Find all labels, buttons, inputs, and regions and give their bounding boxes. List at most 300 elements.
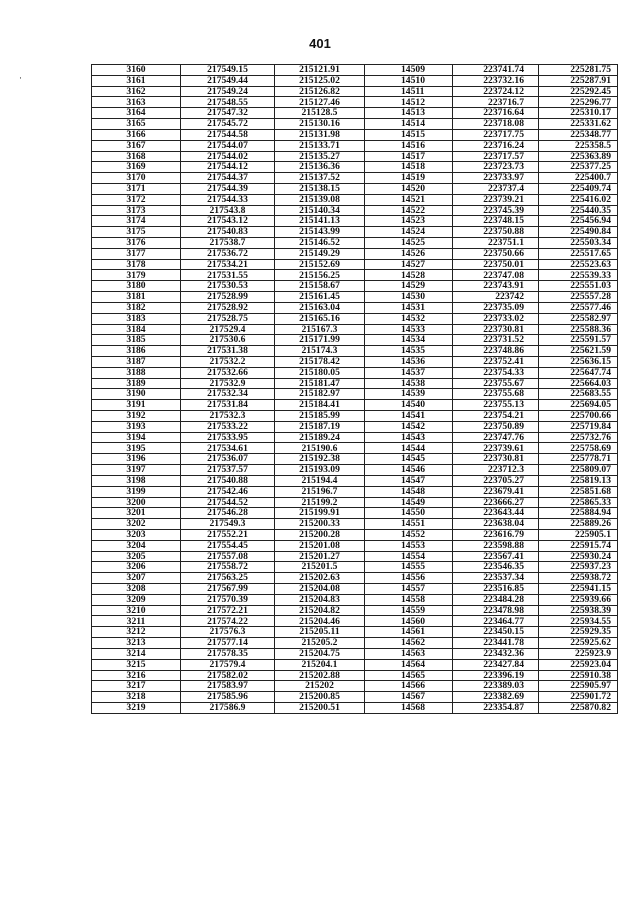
table-row: [92, 584, 618, 595]
point-number-cell: 3187: [92, 356, 181, 367]
x-coordinate-2-cell: 223741.74: [453, 65, 539, 76]
y-coordinate-2-cell: 225557.28: [539, 292, 618, 303]
y-coordinate-2-cell: 225582.97: [539, 313, 618, 324]
point-number-cell: 3192: [92, 411, 181, 422]
table-row: [92, 497, 618, 508]
y-coordinate-2-cell: 225664.03: [539, 378, 618, 389]
y-coordinate-cell: 215165.16: [275, 313, 365, 324]
y-coordinate-cell: 215204.82: [275, 605, 365, 616]
x-coordinate-2-cell: 223441.78: [453, 638, 539, 649]
y-coordinate-2-cell: 225363.89: [539, 151, 618, 162]
y-coordinate-cell: 215201.08: [275, 540, 365, 551]
y-coordinate-2-cell: 225292.45: [539, 86, 618, 97]
table-row: [92, 638, 618, 649]
table-row: [92, 659, 618, 670]
point-number-cell: 3200: [92, 497, 181, 508]
table-row: [92, 594, 618, 605]
point-number-cell: 3174: [92, 216, 181, 227]
table-row: [92, 627, 618, 638]
y-coordinate-cell: 215199.91: [275, 508, 365, 519]
x-coordinate-2-cell: 223546.35: [453, 562, 539, 573]
y-coordinate-2-cell: 225884.94: [539, 508, 618, 519]
point-number-2-cell: 14568: [365, 702, 453, 713]
x-coordinate-2-cell: 223616.79: [453, 529, 539, 540]
table-row: [92, 378, 618, 389]
table-row: [92, 346, 618, 357]
point-number-2-cell: 14532: [365, 313, 453, 324]
x-coordinate-2-cell: 223755.13: [453, 400, 539, 411]
x-coordinate-cell: 217545.72: [181, 119, 275, 130]
y-coordinate-2-cell: 225503.34: [539, 238, 618, 249]
table-row: [92, 519, 618, 530]
point-number-2-cell: 14564: [365, 659, 453, 670]
x-coordinate-2-cell: 223755.68: [453, 389, 539, 400]
point-number-cell: 3209: [92, 594, 181, 605]
table-row: [92, 313, 618, 324]
x-coordinate-cell: 217532.66: [181, 367, 275, 378]
point-number-cell: 3201: [92, 508, 181, 519]
x-coordinate-2-cell: 223716.64: [453, 108, 539, 119]
x-coordinate-cell: 217538.7: [181, 238, 275, 249]
x-coordinate-cell: 217544.07: [181, 140, 275, 151]
point-number-2-cell: 14550: [365, 508, 453, 519]
x-coordinate-2-cell: 223484.28: [453, 594, 539, 605]
point-number-cell: 3208: [92, 584, 181, 595]
y-coordinate-cell: 215204.08: [275, 584, 365, 595]
y-coordinate-cell: 215127.46: [275, 97, 365, 108]
x-coordinate-2-cell: 223464.77: [453, 616, 539, 627]
x-coordinate-2-cell: 223666.27: [453, 497, 539, 508]
y-coordinate-2-cell: 225377.25: [539, 162, 618, 173]
point-number-cell: 3179: [92, 270, 181, 281]
y-coordinate-cell: 215202: [275, 681, 365, 692]
x-coordinate-cell: 217557.08: [181, 551, 275, 562]
y-coordinate-cell: 215139.08: [275, 194, 365, 205]
point-number-2-cell: 14539: [365, 389, 453, 400]
y-coordinate-cell: 215131.98: [275, 129, 365, 140]
coordinate-table: [91, 64, 618, 714]
y-coordinate-cell: 215184.41: [275, 400, 365, 411]
y-coordinate-2-cell: 225523.63: [539, 259, 618, 270]
x-coordinate-cell: 217542.46: [181, 486, 275, 497]
point-number-2-cell: 14511: [365, 86, 453, 97]
point-number-cell: 3210: [92, 605, 181, 616]
x-coordinate-cell: 217578.35: [181, 648, 275, 659]
y-coordinate-2-cell: 225905.97: [539, 681, 618, 692]
point-number-2-cell: 14562: [365, 638, 453, 649]
x-coordinate-cell: 217544.37: [181, 173, 275, 184]
table-row: [92, 86, 618, 97]
x-coordinate-cell: 217532.9: [181, 378, 275, 389]
y-coordinate-2-cell: 225287.91: [539, 75, 618, 86]
x-coordinate-2-cell: 223516.85: [453, 584, 539, 595]
table-row: [92, 605, 618, 616]
y-coordinate-cell: 215204.75: [275, 648, 365, 659]
x-coordinate-cell: 217533.95: [181, 432, 275, 443]
y-coordinate-cell: 215141.13: [275, 216, 365, 227]
x-coordinate-2-cell: 223478.98: [453, 605, 539, 616]
point-number-cell: 3181: [92, 292, 181, 303]
y-coordinate-2-cell: 225440.35: [539, 205, 618, 216]
point-number-2-cell: 14526: [365, 248, 453, 259]
point-number-cell: 3169: [92, 162, 181, 173]
x-coordinate-cell: 217576.3: [181, 627, 275, 638]
point-number-2-cell: 14534: [365, 335, 453, 346]
x-coordinate-2-cell: 223389.03: [453, 681, 539, 692]
point-number-cell: 3160: [92, 65, 181, 76]
y-coordinate-2-cell: 225416.02: [539, 194, 618, 205]
y-coordinate-cell: 215174.3: [275, 346, 365, 357]
x-coordinate-2-cell: 223716.24: [453, 140, 539, 151]
y-coordinate-2-cell: 225938.39: [539, 605, 618, 616]
table-row: [92, 573, 618, 584]
x-coordinate-cell: 217544.02: [181, 151, 275, 162]
y-coordinate-cell: 215135.27: [275, 151, 365, 162]
y-coordinate-cell: 215201.27: [275, 551, 365, 562]
y-coordinate-cell: 215204.46: [275, 616, 365, 627]
y-coordinate-cell: 215125.02: [275, 75, 365, 86]
point-number-cell: 3214: [92, 648, 181, 659]
table-row: [92, 443, 618, 454]
point-number-cell: 3182: [92, 302, 181, 313]
table-row: [92, 551, 618, 562]
point-number-cell: 3190: [92, 389, 181, 400]
point-number-cell: 3185: [92, 335, 181, 346]
point-number-2-cell: 14566: [365, 681, 453, 692]
table-row: [92, 227, 618, 238]
y-coordinate-cell: 215205.2: [275, 638, 365, 649]
y-coordinate-cell: 215200.33: [275, 519, 365, 530]
x-coordinate-cell: 217528.92: [181, 302, 275, 313]
point-number-cell: 3173: [92, 205, 181, 216]
x-coordinate-2-cell: 223733.02: [453, 313, 539, 324]
x-coordinate-2-cell: 223748.15: [453, 216, 539, 227]
point-number-cell: 3193: [92, 421, 181, 432]
point-number-2-cell: 14551: [365, 519, 453, 530]
x-coordinate-2-cell: 223598.88: [453, 540, 539, 551]
x-coordinate-2-cell: 223743.91: [453, 281, 539, 292]
y-coordinate-2-cell: 225700.66: [539, 411, 618, 422]
y-coordinate-cell: 215149.29: [275, 248, 365, 259]
point-number-cell: 3191: [92, 400, 181, 411]
x-coordinate-2-cell: 223737.4: [453, 183, 539, 194]
x-coordinate-cell: 217537.57: [181, 465, 275, 476]
table-row: [92, 562, 618, 573]
point-number-cell: 3162: [92, 86, 181, 97]
table-row: [92, 194, 618, 205]
table-row: [92, 302, 618, 313]
y-coordinate-2-cell: 225719.84: [539, 421, 618, 432]
y-coordinate-cell: 215205.11: [275, 627, 365, 638]
y-coordinate-2-cell: 225647.74: [539, 367, 618, 378]
y-coordinate-2-cell: 225758.69: [539, 443, 618, 454]
x-coordinate-cell: 217579.4: [181, 659, 275, 670]
table-row: [92, 119, 618, 130]
point-number-cell: 3163: [92, 97, 181, 108]
y-coordinate-2-cell: 225870.82: [539, 702, 618, 713]
point-number-2-cell: 14531: [365, 302, 453, 313]
y-coordinate-2-cell: 225281.75: [539, 65, 618, 76]
x-coordinate-cell: 217543.12: [181, 216, 275, 227]
x-coordinate-cell: 217552.21: [181, 529, 275, 540]
point-number-2-cell: 14544: [365, 443, 453, 454]
x-coordinate-cell: 217567.99: [181, 584, 275, 595]
y-coordinate-2-cell: 225778.71: [539, 454, 618, 465]
table-row: [92, 389, 618, 400]
x-coordinate-2-cell: 223712.3: [453, 465, 539, 476]
x-coordinate-cell: 217528.99: [181, 292, 275, 303]
y-coordinate-cell: 215194.4: [275, 475, 365, 486]
y-coordinate-2-cell: 225923.04: [539, 659, 618, 670]
y-coordinate-2-cell: 225901.72: [539, 692, 618, 703]
y-coordinate-2-cell: 225310.17: [539, 108, 618, 119]
y-coordinate-2-cell: 225577.46: [539, 302, 618, 313]
point-number-cell: 3178: [92, 259, 181, 270]
y-coordinate-cell: 215140.34: [275, 205, 365, 216]
x-coordinate-cell: 217586.9: [181, 702, 275, 713]
y-coordinate-cell: 215138.15: [275, 183, 365, 194]
point-number-cell: 3219: [92, 702, 181, 713]
point-number-cell: 3172: [92, 194, 181, 205]
point-number-2-cell: 14513: [365, 108, 453, 119]
table-row: [92, 259, 618, 270]
x-coordinate-2-cell: 223717.75: [453, 129, 539, 140]
point-number-cell: 3161: [92, 75, 181, 86]
table-row: [92, 108, 618, 119]
x-coordinate-2-cell: 223730.81: [453, 324, 539, 335]
y-coordinate-cell: 215180.05: [275, 367, 365, 378]
point-number-cell: 3212: [92, 627, 181, 638]
x-coordinate-2-cell: 223735.09: [453, 302, 539, 313]
table-row: [92, 65, 618, 76]
y-coordinate-2-cell: 225348.77: [539, 129, 618, 140]
y-coordinate-cell: 215133.71: [275, 140, 365, 151]
x-coordinate-cell: 217528.75: [181, 313, 275, 324]
point-number-cell: 3203: [92, 529, 181, 540]
point-number-2-cell: 14521: [365, 194, 453, 205]
point-number-cell: 3183: [92, 313, 181, 324]
x-coordinate-2-cell: 223537.34: [453, 573, 539, 584]
x-coordinate-2-cell: 223643.44: [453, 508, 539, 519]
x-coordinate-2-cell: 223716.7: [453, 97, 539, 108]
point-number-2-cell: 14509: [365, 65, 453, 76]
point-number-cell: 3196: [92, 454, 181, 465]
x-coordinate-cell: 217544.39: [181, 183, 275, 194]
y-coordinate-2-cell: 225409.74: [539, 183, 618, 194]
x-coordinate-2-cell: 223754.33: [453, 367, 539, 378]
x-coordinate-2-cell: 223748.86: [453, 346, 539, 357]
table-row: [92, 421, 618, 432]
table-row: [92, 475, 618, 486]
point-number-2-cell: 14528: [365, 270, 453, 281]
y-coordinate-2-cell: 225621.59: [539, 346, 618, 357]
y-coordinate-cell: 215126.82: [275, 86, 365, 97]
x-coordinate-2-cell: 223450.15: [453, 627, 539, 638]
x-coordinate-cell: 217563.25: [181, 573, 275, 584]
y-coordinate-2-cell: 225819.13: [539, 475, 618, 486]
x-coordinate-cell: 217546.28: [181, 508, 275, 519]
table-row: [92, 692, 618, 703]
y-coordinate-2-cell: 225938.72: [539, 573, 618, 584]
point-number-2-cell: 14552: [365, 529, 453, 540]
point-number-cell: 3164: [92, 108, 181, 119]
y-coordinate-cell: 215204.1: [275, 659, 365, 670]
x-coordinate-2-cell: 223733.97: [453, 173, 539, 184]
point-number-2-cell: 14533: [365, 324, 453, 335]
x-coordinate-cell: 217530.53: [181, 281, 275, 292]
point-number-2-cell: 14530: [365, 292, 453, 303]
point-number-2-cell: 14546: [365, 465, 453, 476]
point-number-2-cell: 14542: [365, 421, 453, 432]
y-coordinate-2-cell: 225539.33: [539, 270, 618, 281]
x-coordinate-cell: 217544.33: [181, 194, 275, 205]
table-row: [92, 324, 618, 335]
point-number-cell: 3186: [92, 346, 181, 357]
table-row: [92, 270, 618, 281]
y-coordinate-cell: 215171.99: [275, 335, 365, 346]
point-number-cell: 3198: [92, 475, 181, 486]
x-coordinate-cell: 217544.52: [181, 497, 275, 508]
y-coordinate-cell: 215167.3: [275, 324, 365, 335]
x-coordinate-2-cell: 223638.04: [453, 519, 539, 530]
table-row: [92, 335, 618, 346]
point-number-cell: 3165: [92, 119, 181, 130]
table-row: [92, 205, 618, 216]
y-coordinate-2-cell: 225851.68: [539, 486, 618, 497]
point-number-cell: 3204: [92, 540, 181, 551]
point-number-2-cell: 14515: [365, 129, 453, 140]
table-row: [92, 216, 618, 227]
x-coordinate-cell: 217582.02: [181, 670, 275, 681]
x-coordinate-2-cell: 223745.39: [453, 205, 539, 216]
point-number-cell: 3217: [92, 681, 181, 692]
x-coordinate-2-cell: 223742: [453, 292, 539, 303]
point-number-cell: 3215: [92, 659, 181, 670]
x-coordinate-2-cell: 223730.81: [453, 454, 539, 465]
table-row: [92, 529, 618, 540]
y-coordinate-2-cell: 225934.55: [539, 616, 618, 627]
y-coordinate-cell: 215137.52: [275, 173, 365, 184]
point-number-cell: 3213: [92, 638, 181, 649]
x-coordinate-2-cell: 223739.21: [453, 194, 539, 205]
x-coordinate-cell: 217532.3: [181, 411, 275, 422]
x-coordinate-cell: 217554.45: [181, 540, 275, 551]
x-coordinate-2-cell: 223354.87: [453, 702, 539, 713]
x-coordinate-2-cell: 223750.01: [453, 259, 539, 270]
x-coordinate-2-cell: 223382.69: [453, 692, 539, 703]
x-coordinate-2-cell: 223705.27: [453, 475, 539, 486]
x-coordinate-2-cell: 223751.1: [453, 238, 539, 249]
x-coordinate-2-cell: 223750.88: [453, 227, 539, 238]
point-number-2-cell: 14545: [365, 454, 453, 465]
x-coordinate-cell: 217549.44: [181, 75, 275, 86]
point-number-2-cell: 14561: [365, 627, 453, 638]
y-coordinate-cell: 215178.42: [275, 356, 365, 367]
y-coordinate-2-cell: 225694.05: [539, 400, 618, 411]
point-number-cell: 3189: [92, 378, 181, 389]
x-coordinate-2-cell: 223752.41: [453, 356, 539, 367]
table-row: [92, 173, 618, 184]
x-coordinate-2-cell: 223432.36: [453, 648, 539, 659]
table-row: [92, 616, 618, 627]
y-coordinate-2-cell: 225910.38: [539, 670, 618, 681]
y-coordinate-cell: 215185.99: [275, 411, 365, 422]
y-coordinate-cell: 215192.38: [275, 454, 365, 465]
y-coordinate-cell: 215200.28: [275, 529, 365, 540]
x-coordinate-cell: 217544.12: [181, 162, 275, 173]
x-coordinate-cell: 217540.83: [181, 227, 275, 238]
point-number-cell: 3194: [92, 432, 181, 443]
point-number-2-cell: 14558: [365, 594, 453, 605]
x-coordinate-2-cell: 223718.08: [453, 119, 539, 130]
point-number-2-cell: 14519: [365, 173, 453, 184]
table-row: [92, 238, 618, 249]
x-coordinate-2-cell: 223679.41: [453, 486, 539, 497]
point-number-2-cell: 14565: [365, 670, 453, 681]
point-number-2-cell: 14517: [365, 151, 453, 162]
point-number-2-cell: 14537: [365, 367, 453, 378]
table-row: [92, 97, 618, 108]
x-coordinate-cell: 217572.21: [181, 605, 275, 616]
point-number-2-cell: 14522: [365, 205, 453, 216]
table-row: [92, 162, 618, 173]
x-coordinate-cell: 217536.07: [181, 454, 275, 465]
y-coordinate-2-cell: 225939.66: [539, 594, 618, 605]
table-row: [92, 75, 618, 86]
point-number-2-cell: 14512: [365, 97, 453, 108]
point-number-2-cell: 14567: [365, 692, 453, 703]
point-number-cell: 3177: [92, 248, 181, 259]
y-coordinate-cell: 215193.09: [275, 465, 365, 476]
y-coordinate-2-cell: 225915.74: [539, 540, 618, 551]
point-number-cell: 3175: [92, 227, 181, 238]
y-coordinate-2-cell: 225941.15: [539, 584, 618, 595]
point-number-cell: 3168: [92, 151, 181, 162]
point-number-2-cell: 14525: [365, 238, 453, 249]
point-number-cell: 3202: [92, 519, 181, 530]
point-number-cell: 3207: [92, 573, 181, 584]
table-row: [92, 400, 618, 411]
point-number-cell: 3195: [92, 443, 181, 454]
point-number-2-cell: 14556: [365, 573, 453, 584]
y-coordinate-cell: 215189.24: [275, 432, 365, 443]
table-row: [92, 670, 618, 681]
point-number-cell: 3199: [92, 486, 181, 497]
table-row: [92, 367, 618, 378]
x-coordinate-2-cell: 223427.84: [453, 659, 539, 670]
y-coordinate-2-cell: 225732.76: [539, 432, 618, 443]
y-coordinate-cell: 215121.91: [275, 65, 365, 76]
point-number-2-cell: 14548: [365, 486, 453, 497]
table-row: [92, 648, 618, 659]
x-coordinate-cell: 217547.32: [181, 108, 275, 119]
y-coordinate-2-cell: 225400.7: [539, 173, 618, 184]
y-coordinate-2-cell: 225358.5: [539, 140, 618, 151]
point-number-2-cell: 14553: [365, 540, 453, 551]
y-coordinate-2-cell: 225930.24: [539, 551, 618, 562]
y-coordinate-cell: 215202.88: [275, 670, 365, 681]
x-coordinate-cell: 217534.21: [181, 259, 275, 270]
y-coordinate-cell: 215187.19: [275, 421, 365, 432]
y-coordinate-2-cell: 225809.07: [539, 465, 618, 476]
point-number-cell: 3216: [92, 670, 181, 681]
x-coordinate-cell: 217540.88: [181, 475, 275, 486]
point-number-2-cell: 14529: [365, 281, 453, 292]
point-number-2-cell: 14549: [365, 497, 453, 508]
y-coordinate-cell: 215190.6: [275, 443, 365, 454]
y-coordinate-2-cell: 225591.57: [539, 335, 618, 346]
point-number-cell: 3166: [92, 129, 181, 140]
